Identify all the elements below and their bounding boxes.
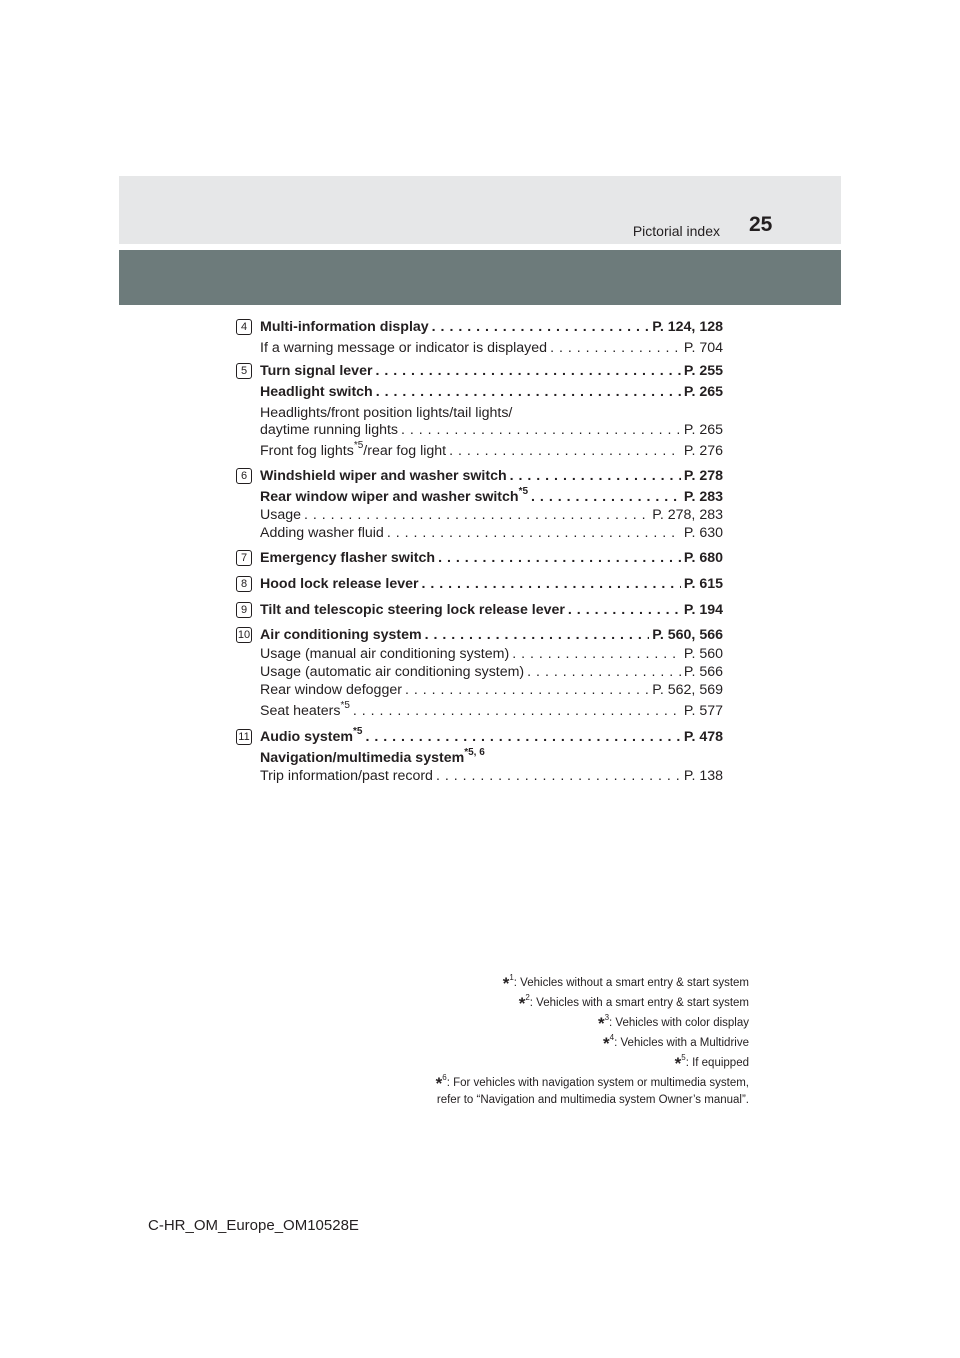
dot-leader <box>568 601 681 619</box>
index-line <box>260 383 723 401</box>
label-text: Rear window wiper and washer switch <box>260 489 519 505</box>
header-dark-band <box>119 250 841 305</box>
footnote-mark: *5 <box>518 486 529 497</box>
label-text: Audio system <box>260 729 354 745</box>
dot-leader <box>375 362 680 380</box>
footnote-text: : For vehicles with navigation system or multimedia system, <box>446 1077 749 1089</box>
page-reference[interactable]: P. 560, 566 <box>652 627 723 643</box>
index-label <box>260 767 433 785</box>
dot-leader <box>387 524 681 542</box>
label-text: Hood lock release lever <box>260 576 419 592</box>
dot-leader <box>531 488 681 506</box>
label-text: Adding washer fluid <box>260 525 384 541</box>
dot-leader <box>512 645 681 663</box>
index-line <box>260 404 723 422</box>
index-line <box>260 339 723 357</box>
page-reference[interactable]: P. 278, 283 <box>652 507 723 523</box>
page-reference[interactable]: P. 283 <box>683 489 723 505</box>
page-reference[interactable]: P. 124, 128 <box>652 319 723 335</box>
page-reference[interactable]: P. 255 <box>683 363 723 379</box>
footnote-number: 4 <box>609 1033 615 1042</box>
index-label <box>260 383 373 401</box>
index-label <box>260 626 422 644</box>
index-line <box>260 601 723 619</box>
dot-leader <box>550 339 681 357</box>
index-line <box>260 626 723 644</box>
footnote-text: : Vehicles with a Multidrive <box>614 1037 749 1049</box>
index-label <box>260 575 419 593</box>
asterisk-icon: * <box>435 1074 443 1093</box>
footnote <box>436 1032 749 1052</box>
footnote-text: refer to “Navigation and multimedia system Owner’s manual”. <box>436 1094 749 1106</box>
index-line <box>260 362 723 380</box>
page-reference[interactable]: P. 560 <box>683 646 723 662</box>
dot-leader <box>425 626 650 644</box>
item-number-badge: 4 <box>236 319 252 335</box>
index-line <box>260 749 723 767</box>
page-number: 25 <box>749 213 773 236</box>
footnote-mark: *5 <box>353 440 364 451</box>
document-code: C-HR_OM_Europe_OM10528E <box>148 1217 359 1234</box>
label-text: Trip information/past record <box>260 768 433 784</box>
dot-leader <box>304 506 649 524</box>
page-reference[interactable]: P. 138 <box>683 768 723 784</box>
label-text: Turn signal lever <box>260 363 373 379</box>
dot-leader <box>449 442 681 460</box>
item-number-badge: 10 <box>237 629 251 641</box>
index-label <box>260 681 402 699</box>
index-line <box>260 506 723 524</box>
index-line <box>260 442 723 460</box>
page-reference[interactable]: P. 680 <box>683 550 723 566</box>
page-reference[interactable]: P. 630 <box>683 525 723 541</box>
footnotes <box>436 972 749 1109</box>
page-reference[interactable]: P. 615 <box>683 576 723 592</box>
footnote-number: 1 <box>509 973 514 982</box>
label-text: Headlight switch <box>260 384 373 400</box>
footnote-mark: *5 <box>353 726 363 737</box>
footnote <box>436 1052 749 1072</box>
dot-leader <box>438 549 681 567</box>
header-band <box>119 176 841 244</box>
index-line <box>260 575 723 593</box>
index-line <box>260 524 723 542</box>
footnote-number: 2 <box>525 993 530 1002</box>
page-reference[interactable]: P. 562, 569 <box>652 682 723 698</box>
index-line <box>260 681 723 699</box>
footnote-mark: *5, 6 <box>464 747 485 758</box>
item-number-badge: 11 <box>236 729 252 745</box>
index-label <box>260 549 435 567</box>
index-label <box>260 404 512 422</box>
footnote-text: : If equipped <box>685 1057 749 1069</box>
label-text: Headlights/front position lights/tail lights/ <box>260 405 513 421</box>
label-text: Rear window defogger <box>260 682 402 698</box>
asterisk-icon: * <box>597 1014 605 1033</box>
dot-leader <box>365 728 680 746</box>
index-label <box>260 339 547 357</box>
dot-leader <box>436 767 681 785</box>
index-label <box>260 488 528 506</box>
index-label <box>260 663 524 681</box>
dot-leader <box>376 383 681 401</box>
item-number-badge: 7 <box>236 550 252 566</box>
asterisk-icon: * <box>674 1054 682 1073</box>
dot-leader <box>353 702 681 720</box>
index-line <box>260 645 723 663</box>
index-line <box>260 767 723 785</box>
footnote <box>436 1092 749 1109</box>
label-text: Seat heaters <box>260 703 341 719</box>
footnote-text: : Vehicles without a smart entry & start system <box>513 977 749 989</box>
page-reference[interactable]: P. 265 <box>683 384 723 400</box>
index-line <box>260 702 723 720</box>
section-title: Pictorial index <box>632 223 720 239</box>
footnote-number: 6 <box>442 1073 447 1082</box>
label-text-cont: /rear fog light <box>363 443 447 459</box>
footnote-text: : Vehicles with color display <box>609 1017 749 1029</box>
asterisk-icon: * <box>502 974 510 993</box>
item-number-badge: 6 <box>236 468 252 484</box>
footnote <box>436 972 749 992</box>
index-label <box>260 645 509 663</box>
label-text: Multi-information display <box>260 319 429 335</box>
index-line <box>260 488 723 506</box>
index-label <box>260 421 398 439</box>
index-label <box>260 362 372 380</box>
page-reference[interactable]: P. 577 <box>683 703 723 719</box>
index-line <box>260 467 723 485</box>
label-text: If a warning message or indicator is displayed <box>260 340 548 356</box>
label-text: Usage <box>260 507 302 523</box>
label-text: Emergency flasher switch <box>260 550 436 566</box>
index-line <box>260 663 723 681</box>
item-number-badge: 5 <box>236 363 252 379</box>
index-label <box>260 524 384 542</box>
index-line <box>260 549 723 567</box>
label-text: daytime running lights <box>260 422 399 438</box>
label-text: Usage (manual air conditioning system) <box>260 646 510 662</box>
index-label <box>260 467 507 485</box>
label-text: Windshield wiper and washer switch <box>260 468 507 484</box>
dot-leader <box>401 421 681 439</box>
footnote-number: 5 <box>681 1053 686 1062</box>
index-label <box>260 702 350 720</box>
label-text: Usage (automatic air conditioning system) <box>260 664 525 680</box>
label-text: Front fog lights <box>260 443 354 459</box>
dot-leader <box>527 663 681 681</box>
index-line <box>260 318 723 336</box>
index-label <box>260 506 301 524</box>
footnote <box>436 1072 749 1092</box>
asterisk-icon: * <box>518 994 526 1013</box>
dot-leader <box>510 467 681 485</box>
page-reference[interactable]: P. 478 <box>683 729 723 745</box>
footnote-mark: *5 <box>340 700 350 711</box>
label-text: Navigation/multimedia system <box>260 750 465 766</box>
footnote <box>436 992 749 1012</box>
index-line <box>260 421 723 439</box>
page-reference[interactable]: P. 566 <box>683 664 723 680</box>
index-line <box>260 728 723 746</box>
label-text: Tilt and telescopic steering lock release lever <box>260 602 565 618</box>
dot-leader <box>422 575 681 593</box>
label-text: Air conditioning system <box>260 627 422 643</box>
index-label <box>260 728 362 746</box>
page-reference[interactable]: P. 194 <box>683 602 723 618</box>
dot-leader <box>405 681 649 699</box>
footnote-text: : Vehicles with a smart entry & start system <box>529 997 749 1009</box>
footnote-number: 3 <box>604 1013 610 1022</box>
item-number-badge: 9 <box>236 602 252 618</box>
page-reference[interactable]: P. 265 <box>683 422 723 438</box>
page-reference[interactable]: P. 278 <box>683 468 723 484</box>
footnote <box>436 1012 749 1032</box>
asterisk-icon: * <box>603 1034 610 1053</box>
index-label <box>260 749 485 767</box>
dot-leader <box>432 318 650 336</box>
index-label <box>260 442 446 460</box>
index-label <box>260 318 429 336</box>
page-reference[interactable]: P. 276 <box>683 443 723 459</box>
page-reference[interactable]: P. 704 <box>683 340 723 356</box>
index-label <box>260 601 565 619</box>
item-number-badge: 8 <box>236 576 252 592</box>
